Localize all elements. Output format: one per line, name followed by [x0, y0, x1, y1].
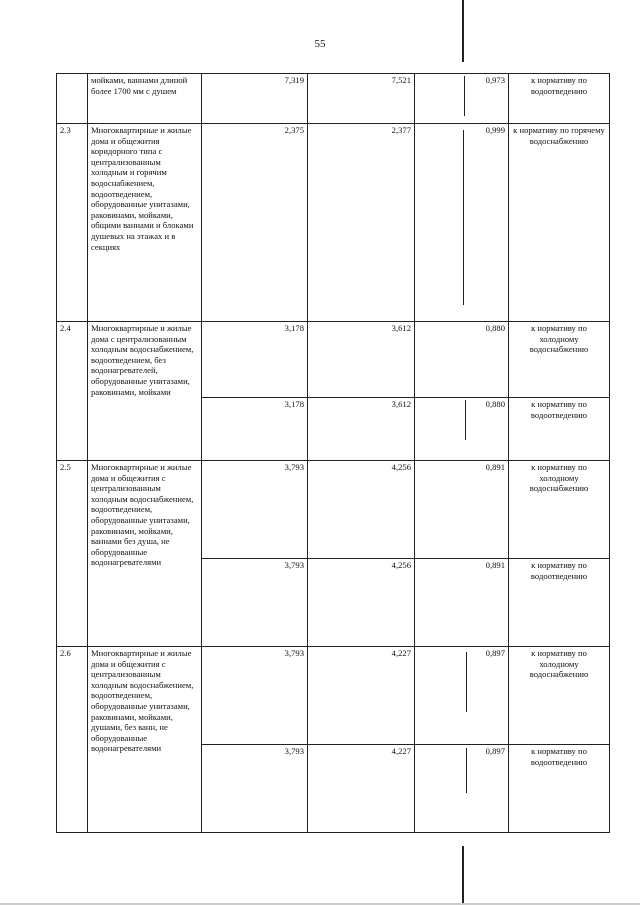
- value-cell: 3,793: [202, 559, 308, 647]
- coefficient-cell: 0,880: [415, 322, 509, 398]
- scan-artifact-line: [463, 130, 464, 305]
- scan-artifact-line: [462, 846, 464, 905]
- row-description: Многоквартирные и жилые дома с централизованным холодным водоснабжением, водоотведением, без водонагревателей, оборудованные унитазами, раковинами, мойками: [88, 322, 202, 461]
- row-number: [57, 74, 88, 124]
- row-number: 2.6: [57, 647, 88, 833]
- table-row: [57, 461, 610, 559]
- table-row: [57, 322, 610, 398]
- coefficient-cell: 0,891: [415, 559, 509, 647]
- row-description: Многоквартирные и жилые дома и общежития с централизованным холодным водоснабжением, водоотведением, оборудованные унитазами, раковинами, мойками, душами, без ванн, не оборудованные водонагревателями: [88, 647, 202, 833]
- coefficient-cell: 0,897: [415, 745, 509, 833]
- value-cell: 4,227: [308, 745, 415, 833]
- table-row: [57, 74, 610, 124]
- scan-artifact-line: [465, 400, 466, 440]
- scan-artifact-line: [466, 652, 467, 712]
- row-description: Многоквартирные и жилые дома и общежития с централизованным холодным водоснабжением, водоотведением, оборудованные унитазами, раковинами, мойками, ваннами без душа, не оборудованные водонагревателями: [88, 461, 202, 647]
- coefficient-cell: 0,891: [415, 461, 509, 559]
- coefficient-cell: 0,973: [415, 74, 509, 124]
- scan-artifact-line: [464, 76, 465, 116]
- row-number: 2.5: [57, 461, 88, 647]
- coefficient-cell: 0,999: [415, 124, 509, 322]
- value-cell: 7,521: [308, 74, 415, 124]
- value-cell: 3,793: [202, 745, 308, 833]
- norms-table: [56, 73, 610, 833]
- scan-artifact-line: [462, 0, 464, 62]
- note-cell: к нормативу по водоотведению: [509, 559, 610, 647]
- value-cell: 2,375: [202, 124, 308, 322]
- value-cell: 3,612: [308, 398, 415, 461]
- value-cell: 4,256: [308, 559, 415, 647]
- note-cell: к нормативу по холодному водоснабжению: [509, 647, 610, 745]
- table-row: [57, 124, 610, 322]
- note-cell: к нормативу по холодному водоснабжению: [509, 461, 610, 559]
- note-cell: к нормативу по горячему водоснабжению: [509, 124, 610, 322]
- value-cell: 3,178: [202, 322, 308, 398]
- value-cell: 4,256: [308, 461, 415, 559]
- page-number: 55: [314, 38, 326, 50]
- value-cell: 2,377: [308, 124, 415, 322]
- value-cell: 3,178: [202, 398, 308, 461]
- note-cell: к нормативу по холодному водоснабжению: [509, 322, 610, 398]
- value-cell: 7,319: [202, 74, 308, 124]
- note-cell: к нормативу по водоотведению: [509, 74, 610, 124]
- value-cell: 4,227: [308, 647, 415, 745]
- table-row: [57, 647, 610, 745]
- value-cell: 3,612: [308, 322, 415, 398]
- row-number: 2.3: [57, 124, 88, 322]
- scan-artifact-line: [466, 748, 467, 793]
- row-number: 2.4: [57, 322, 88, 461]
- coefficient-cell: 0,880: [415, 398, 509, 461]
- value-cell: 3,793: [202, 647, 308, 745]
- note-cell: к нормативу по водоотведению: [509, 398, 610, 461]
- row-description: мойками, ваннами длиной более 1700 мм с душем: [88, 74, 202, 124]
- coefficient-cell: 0,897: [415, 647, 509, 745]
- note-cell: к нормативу по водоотведению: [509, 745, 610, 833]
- value-cell: 3,793: [202, 461, 308, 559]
- row-description: Многоквартирные и жилые дома и общежития коридорного типа с централизованным холодным и горячим водоснабжением, водоотведением, оборудованные унитазами, раковинами, мойками, общими ваннами и блоками душевых на этажах и в секциях: [88, 124, 202, 322]
